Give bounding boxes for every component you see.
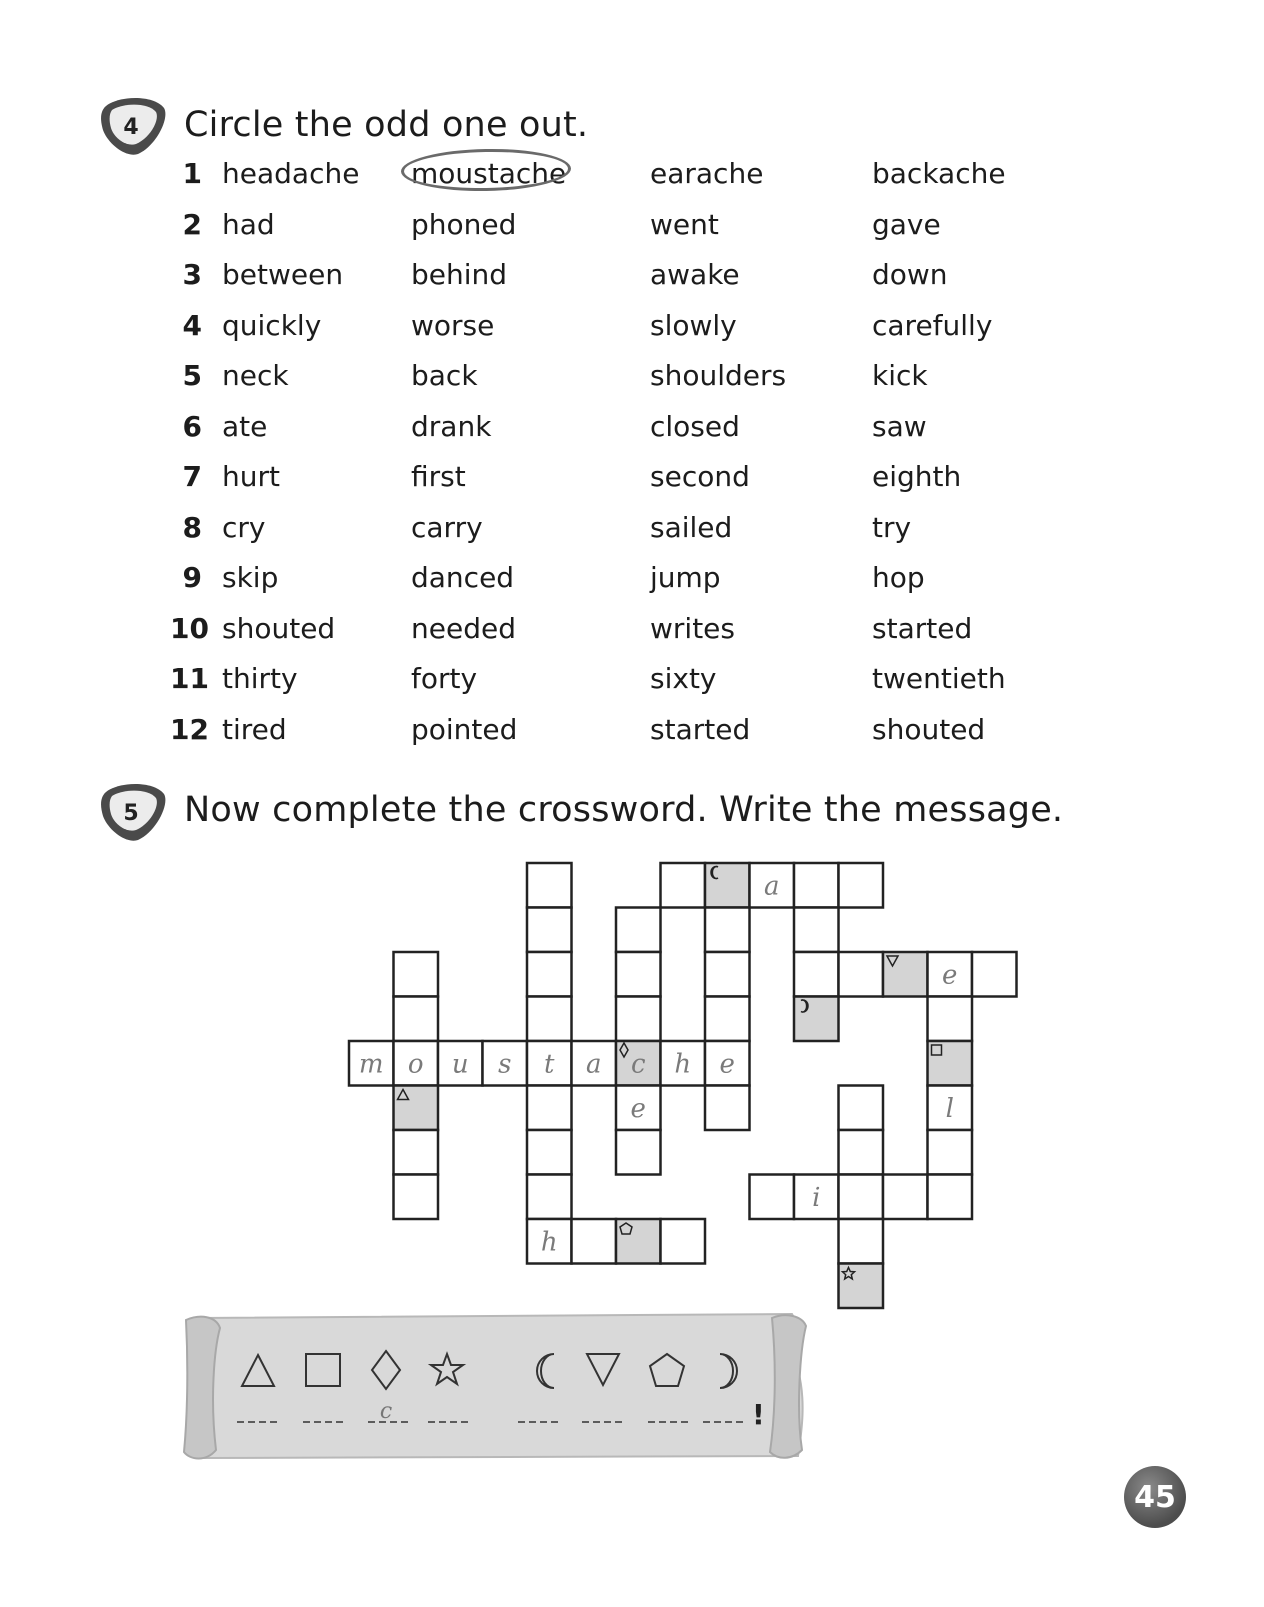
word-option[interactable]: carefully xyxy=(872,308,993,342)
word-option[interactable]: pointed xyxy=(411,712,518,746)
word-option[interactable]: sailed xyxy=(650,510,733,544)
crossword-cell[interactable] xyxy=(394,1175,439,1220)
crossword-cell[interactable] xyxy=(705,1086,750,1131)
crossword-cell[interactable] xyxy=(705,997,750,1042)
row-number: 1 xyxy=(182,157,202,190)
crossword-cell[interactable] xyxy=(349,1041,394,1086)
message-exclamation: ! xyxy=(752,1398,765,1431)
crossword-cell[interactable] xyxy=(794,908,839,953)
crossword-cell[interactable] xyxy=(661,1219,706,1264)
word-option[interactable]: phoned xyxy=(411,207,517,241)
word-option[interactable]: worse xyxy=(411,308,495,342)
crossword-cell[interactable] xyxy=(527,908,572,953)
given-letter: o xyxy=(407,1049,424,1080)
word-option[interactable]: back xyxy=(411,359,478,392)
crossword-cell[interactable] xyxy=(527,1175,572,1220)
svg-text:5: 5 xyxy=(123,801,139,826)
crossword-cell-shaded[interactable] xyxy=(839,1264,884,1309)
row-number: 6 xyxy=(182,409,202,443)
crossword-cell[interactable] xyxy=(527,997,572,1042)
row-number: 12 xyxy=(170,712,209,746)
crossword-cell[interactable] xyxy=(527,1219,572,1264)
given-letter: m xyxy=(358,1049,384,1080)
crossword-cell[interactable] xyxy=(928,952,973,997)
word-option[interactable]: writes xyxy=(650,611,735,645)
crossword-cell[interactable] xyxy=(794,1175,839,1220)
crossword-cell[interactable] xyxy=(883,1175,928,1220)
word-option[interactable]: gave xyxy=(872,207,941,241)
row-number: 11 xyxy=(170,662,209,695)
crossword-cell[interactable] xyxy=(794,952,839,997)
exercise-4-instruction: Circle the odd one out. xyxy=(184,105,589,145)
row-number: 3 xyxy=(182,258,202,291)
row-number: 8 xyxy=(182,510,202,544)
crossword-cell-shaded[interactable] xyxy=(394,1086,439,1131)
row-number: 4 xyxy=(182,308,202,342)
crossword-cell[interactable] xyxy=(616,1086,661,1131)
crossword-cell[interactable] xyxy=(839,1175,884,1220)
word-option[interactable]: shouted xyxy=(222,611,336,645)
given-letter: a xyxy=(763,871,780,902)
word-option[interactable]: skip xyxy=(222,561,279,594)
given-letter: e xyxy=(942,960,958,991)
crossword-cell[interactable] xyxy=(527,1041,572,1086)
row-number: 2 xyxy=(182,207,202,241)
crossword-cell[interactable] xyxy=(928,1175,973,1220)
crossword-cell[interactable] xyxy=(839,1130,884,1175)
crossword-cell[interactable] xyxy=(572,1219,617,1264)
given-letter: a xyxy=(585,1049,602,1080)
word-option[interactable]: cry xyxy=(222,510,266,544)
word-option[interactable]: went xyxy=(650,207,719,241)
word-option[interactable]: saw xyxy=(872,409,927,443)
word-option[interactable]: earache xyxy=(650,157,764,190)
crossword-cell-shaded[interactable] xyxy=(705,863,750,908)
word-option[interactable]: carry xyxy=(411,510,483,544)
word-option[interactable]: drank xyxy=(411,409,492,443)
word-option[interactable]: second xyxy=(650,460,750,493)
crossword-cell[interactable] xyxy=(394,952,439,997)
word-option[interactable]: between xyxy=(222,258,344,291)
crossword-cell-shaded[interactable] xyxy=(616,1219,661,1264)
crossword-cell[interactable] xyxy=(572,1041,617,1086)
circled-word[interactable]: moustache xyxy=(411,157,567,190)
word-option[interactable]: quickly xyxy=(222,308,322,342)
word-option[interactable]: thirty xyxy=(222,662,298,695)
crossword-cell[interactable] xyxy=(527,863,572,908)
row-number: 9 xyxy=(182,561,202,594)
crossword-cell[interactable] xyxy=(616,1130,661,1175)
word-option[interactable]: kick xyxy=(872,359,928,392)
crossword-cell[interactable] xyxy=(839,952,884,997)
given-letter: s xyxy=(498,1049,512,1080)
word-option[interactable]: shouted xyxy=(872,712,986,746)
crossword-cell[interactable] xyxy=(616,908,661,953)
crossword-cell[interactable] xyxy=(839,1086,884,1131)
crossword-cell[interactable] xyxy=(750,1175,795,1220)
given-letter: t xyxy=(544,1049,555,1080)
crossword-cell[interactable] xyxy=(928,1086,973,1131)
crossword-cell-shaded[interactable] xyxy=(928,1041,973,1086)
word-option[interactable]: sixty xyxy=(650,662,717,695)
word-option[interactable]: down xyxy=(872,258,948,291)
exercise-5-instruction: Now complete the crossword. Write the message. xyxy=(184,790,1064,830)
crossword-cell[interactable] xyxy=(438,1041,483,1086)
crossword-cell[interactable] xyxy=(394,1041,439,1086)
word-option[interactable]: had xyxy=(222,207,275,241)
word-option[interactable]: jump xyxy=(650,561,721,594)
word-option[interactable]: started xyxy=(872,611,973,645)
word-option[interactable]: behind xyxy=(411,258,508,291)
crossword-cell-shaded[interactable] xyxy=(794,997,839,1042)
row-number: 10 xyxy=(170,611,209,645)
word-option[interactable]: needed xyxy=(411,611,516,645)
crossword-cell[interactable] xyxy=(705,952,750,997)
crossword-cell[interactable] xyxy=(705,908,750,953)
crossword-cell[interactable] xyxy=(394,997,439,1042)
word-option[interactable]: started xyxy=(650,712,751,746)
word-option[interactable]: slowly xyxy=(650,308,737,342)
crossword-cell[interactable] xyxy=(839,1219,884,1264)
word-option[interactable]: forty xyxy=(411,662,478,695)
given-letter: c xyxy=(630,1049,646,1080)
word-option[interactable]: awake xyxy=(650,258,740,291)
given-letter: h xyxy=(674,1049,692,1080)
word-option[interactable]: shoulders xyxy=(650,359,787,392)
message-letter-c: c xyxy=(379,1399,393,1424)
crossword-cell[interactable] xyxy=(483,1041,528,1086)
crossword-cell[interactable] xyxy=(527,1130,572,1175)
word-option[interactable]: first xyxy=(411,460,466,493)
word-option[interactable]: hurt xyxy=(222,460,280,493)
crossword-cell[interactable] xyxy=(616,997,661,1042)
given-letter: u xyxy=(451,1049,469,1080)
crossword-cell[interactable] xyxy=(705,1041,750,1086)
crossword-cell[interactable] xyxy=(750,863,795,908)
crossword-cell[interactable] xyxy=(527,1086,572,1131)
word-option[interactable]: danced xyxy=(411,561,515,594)
word-option[interactable]: closed xyxy=(650,409,740,443)
given-letter: l xyxy=(945,1093,954,1124)
word-option[interactable]: backache xyxy=(872,157,1006,190)
crossword-cell[interactable] xyxy=(972,952,1017,997)
word-option[interactable]: try xyxy=(872,510,912,544)
crossword-cell[interactable] xyxy=(527,952,572,997)
word-option[interactable]: eighth xyxy=(872,460,962,493)
crossword-cell[interactable] xyxy=(661,863,706,908)
given-letter: e xyxy=(630,1093,646,1124)
crossword-cell[interactable] xyxy=(794,863,839,908)
message-scroll xyxy=(180,1310,810,1462)
word-option[interactable]: hop xyxy=(872,561,925,594)
word-option[interactable]: tired xyxy=(222,712,287,746)
crossword-cell[interactable] xyxy=(839,863,884,908)
crossword-cell[interactable] xyxy=(928,997,973,1042)
crossword-cell-shaded[interactable] xyxy=(883,952,928,997)
word-option[interactable]: headache xyxy=(222,157,360,190)
page-number: 45 xyxy=(1124,1466,1186,1528)
svg-text:4: 4 xyxy=(123,115,139,140)
given-letter: h xyxy=(540,1227,558,1258)
word-option[interactable]: ate xyxy=(222,409,268,443)
given-letter: i xyxy=(812,1182,821,1213)
crossword-cell-shaded[interactable] xyxy=(616,1041,661,1086)
word-option[interactable]: neck xyxy=(222,359,289,392)
crossword-cell[interactable] xyxy=(661,1041,706,1086)
word-option[interactable]: twentieth xyxy=(872,662,1006,695)
crossword-cell[interactable] xyxy=(394,1130,439,1175)
crossword-cell[interactable] xyxy=(616,952,661,997)
row-number: 5 xyxy=(182,359,202,392)
row-number: 7 xyxy=(182,460,202,493)
given-letter: e xyxy=(719,1049,735,1080)
crossword-cell[interactable] xyxy=(928,1130,973,1175)
